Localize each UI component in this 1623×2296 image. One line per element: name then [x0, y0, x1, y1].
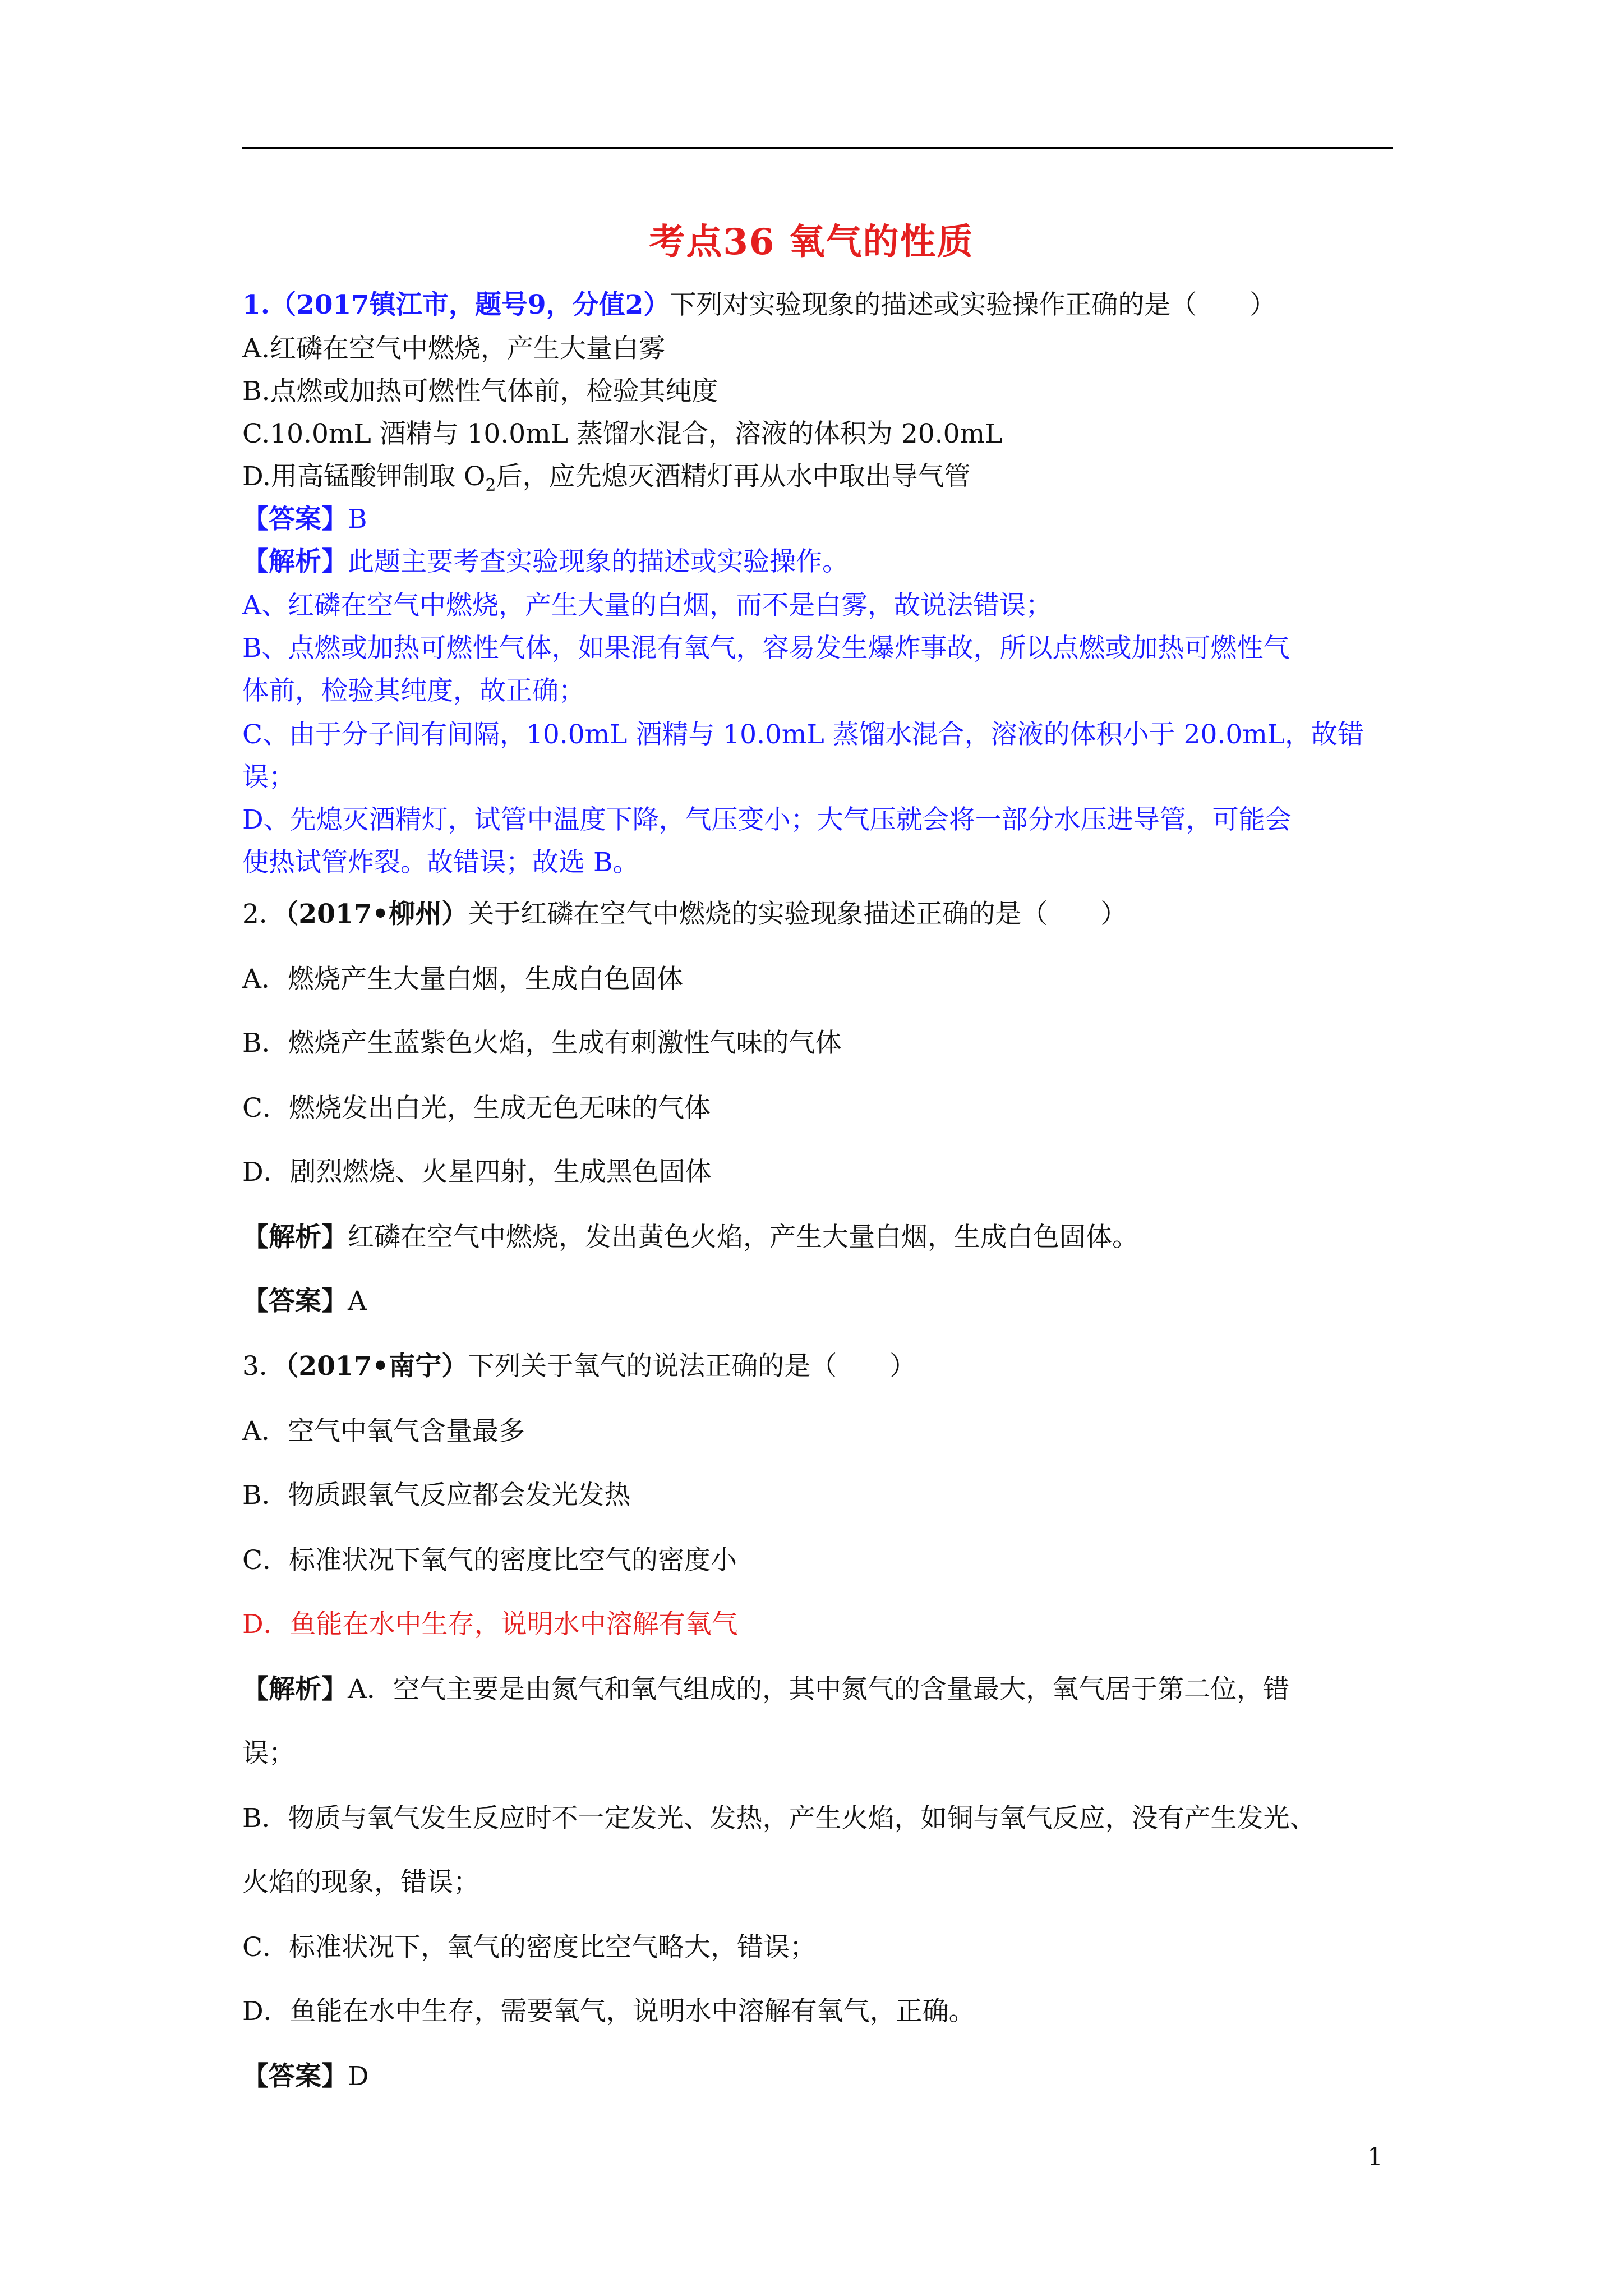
q2-answer-label: 【答案】 [242, 1286, 348, 1317]
q3-source: （2017•南宁） [285, 1351, 468, 1382]
q1-option-b: B.点燃或加热可燃性气体前，检验其纯度 [242, 376, 718, 407]
q3-analysis-label: 【解析】 [242, 1674, 348, 1705]
q3-option-d: D．鱼能在水中生存，说明水中溶解有氧气 [242, 1609, 738, 1640]
q2-analysis-text: 红磷在空气中燃烧，发出黄色火焰，产生大量白烟，生成白色固体。 [348, 1222, 1138, 1253]
page-title: 考点36 氧气的性质 [649, 221, 974, 263]
q3-analysis-text: A．空气主要是由氮气和氧气组成的，其中氮气的含量最大，氧气居于第二位，错 [348, 1674, 1289, 1705]
q1-analysis-text: B、点燃或加热可燃性气体，如果混有氧气，容易发生爆炸事故，所以点燃或加热可燃性气 [242, 633, 1290, 664]
q3-answer-label: 【答案】 [242, 2061, 348, 2092]
q3-analysis-text: 火焰的现象，错误； [242, 1867, 479, 1898]
q3-option-b: B．物质跟氧气反应都会发光发热 [242, 1480, 631, 1511]
q1-option-d-subscript: 2 [485, 476, 496, 495]
q2-stem-line [242, 898, 1398, 931]
q1-option-d-after: 后，应先熄灭酒精灯再从水中取出导气管 [496, 461, 971, 492]
q1-answer-line [242, 503, 1398, 536]
q3-analysis-text: D．鱼能在水中生存，需要氧气，说明水中溶解有氧气，正确。 [242, 1996, 975, 2027]
q3-stem-line [242, 1350, 1398, 1383]
q2-analysis-line [242, 1221, 1398, 1254]
header-rule [242, 147, 1393, 149]
q1-analysis-text: C、由于分子间有间隔，10.0mL 酒精与 10.0mL 蒸馏水混合，溶液的体积小于 20.0mL，故错 [242, 719, 1364, 750]
q3-analysis-text: C．标准状况下，氧气的密度比空气略大，错误； [242, 1932, 816, 1963]
q2-source: （2017•柳州） [285, 899, 468, 930]
q1-analysis-text: 误； [242, 762, 295, 793]
q1-answer-label: 【答案】 [242, 504, 348, 535]
q1-answer-value: B [348, 504, 367, 535]
q3-answer-line [242, 2060, 1398, 2093]
q1-stem-line [242, 288, 1398, 322]
q2-option-a: A．燃烧产生大量白烟，生成白色固体 [242, 964, 683, 995]
q1-option-c: C.10.0mL 酒精与 10.0mL 蒸馏水混合，溶液的体积为 20.0mL [242, 418, 1003, 449]
page-number: 1 [1367, 2143, 1383, 2171]
q1-analysis-text: A、红磷在空气中燃烧，产生大量的白烟，而不是白雾，故说法错误； [242, 590, 1052, 621]
q1-analysis-line [242, 545, 1398, 579]
q1-analysis-text: 使热试管炸裂。故错误；故选 B。 [242, 847, 639, 878]
q3-answer-value: D [348, 2061, 369, 2092]
q2-option-d: D．剧烈燃烧、火星四射，生成黑色固体 [242, 1157, 712, 1188]
q1-analysis-intro: 此题主要考查实验现象的描述或实验操作。 [348, 546, 849, 577]
q1-analysis-text: 体前，检验其纯度，故正确； [242, 675, 585, 706]
q1-option-a: A.红磷在空气中燃烧，产生大量白雾 [242, 333, 665, 364]
q1-stem: 下列对实验现象的描述或实验操作正确的是（ ） [670, 289, 1276, 320]
q1-prefix: 1.（2017镇江市，题号9，分值2） [242, 289, 670, 320]
q3-analysis-text: 误； [242, 1738, 295, 1769]
q1-option-d [242, 460, 1398, 503]
q1-analysis-text: D、先熄灭酒精灯，试管中温度下降，气压变小；大气压就会将一部分水压进导管，可能会 [242, 804, 1292, 835]
q2-answer-value: A [348, 1286, 367, 1317]
q3-stem: 下列关于氧气的说法正确的是（ ） [468, 1351, 916, 1382]
q3-number: 3． [242, 1351, 285, 1382]
q2-option-b: B．燃烧产生蓝紫色火焰，生成有刺激性气味的气体 [242, 1028, 842, 1059]
q1-option-d-before: D.用高锰酸钾制取 O [242, 461, 486, 492]
q3-analysis-line [242, 1673, 1398, 1706]
q3-option-a: A．空气中氧气含量最多 [242, 1416, 525, 1447]
q3-option-c: C．标准状况下氧气的密度比空气的密度小 [242, 1545, 737, 1576]
q2-stem: 关于红磷在空气中燃烧的实验现象描述正确的是（ ） [468, 899, 1127, 930]
q2-answer-line [242, 1285, 1398, 1318]
q2-option-c: C．燃烧发出白光，生成无色无味的气体 [242, 1093, 711, 1124]
q2-number: 2． [242, 899, 285, 930]
q3-analysis-text: B．物质与氧气发生反应时不一定发光、发热，产生火焰，如铜与氧气反应，没有产生发光、 [242, 1803, 1316, 1834]
q1-analysis-label: 【解析】 [242, 546, 348, 577]
q2-analysis-label: 【解析】 [242, 1222, 348, 1253]
